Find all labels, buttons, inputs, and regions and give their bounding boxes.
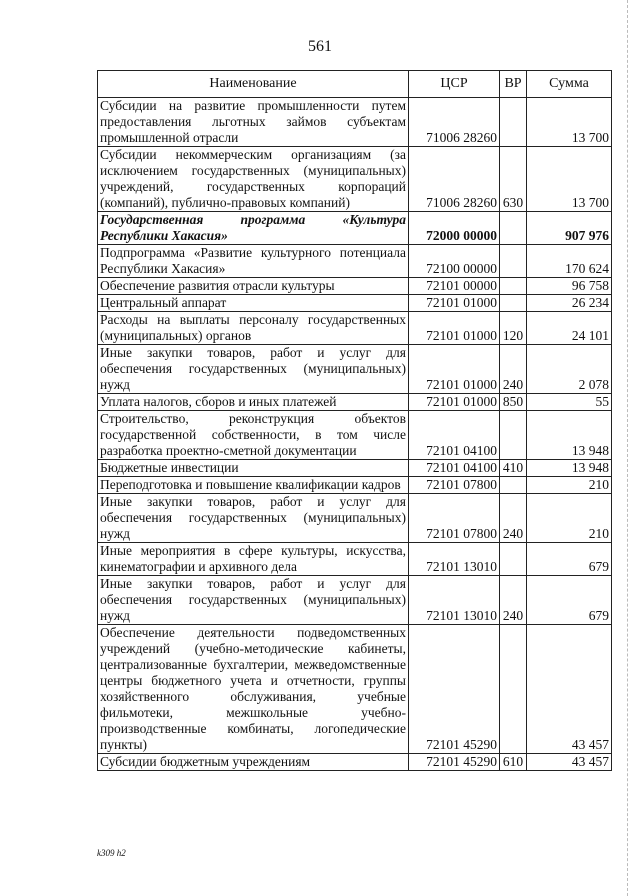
cell-csr: 72101 01000	[409, 345, 500, 394]
cell-sum: 13 948	[527, 411, 612, 460]
table-row	[98, 312, 612, 345]
cell-csr: 72101 13010	[409, 576, 500, 625]
table-row	[98, 147, 612, 212]
table-row	[98, 625, 612, 754]
column-header-sum: Сумма	[527, 71, 612, 98]
cell-sum: 210	[527, 477, 612, 494]
cell-vr	[500, 212, 527, 245]
cell-name: Бюджетные инвестиции	[98, 460, 409, 477]
table-row	[98, 212, 612, 245]
cell-name: Иные закупки товаров, работ и услуг для обеспечения государственных (муниципальных) нужд	[98, 494, 409, 543]
table-row	[98, 295, 612, 312]
table-header-row	[98, 71, 612, 98]
cell-csr: 72101 13010	[409, 543, 500, 576]
cell-sum: 170 624	[527, 245, 612, 278]
table-row	[98, 576, 612, 625]
cell-csr: 71006 28260	[409, 147, 500, 212]
table-row	[98, 477, 612, 494]
cell-sum: 26 234	[527, 295, 612, 312]
cell-name: Иные мероприятия в сфере культуры, искусства, кинематографии и архивного дела	[98, 543, 409, 576]
cell-vr	[500, 295, 527, 312]
page-edge-line	[626, 0, 628, 896]
cell-csr: 72101 01000	[409, 394, 500, 411]
cell-vr	[500, 411, 527, 460]
footer-code: k309 h2	[97, 848, 126, 858]
cell-vr: 120	[500, 312, 527, 345]
cell-vr	[500, 278, 527, 295]
table-row	[98, 460, 612, 477]
cell-sum: 43 457	[527, 754, 612, 771]
cell-csr: 72101 07800	[409, 477, 500, 494]
cell-vr: 240	[500, 345, 527, 394]
cell-name: Иные закупки товаров, работ и услуг для обеспечения государственных (муниципальных) нужд	[98, 576, 409, 625]
cell-csr: 72101 07800	[409, 494, 500, 543]
table-row	[98, 245, 612, 278]
cell-name: Строительство, реконструкция объектов государственной собственности, в том числе разработка проектно-сметной документации	[98, 411, 409, 460]
cell-csr: 72100 00000	[409, 245, 500, 278]
cell-vr: 410	[500, 460, 527, 477]
cell-sum: 13 700	[527, 98, 612, 147]
budget-table	[97, 70, 612, 771]
cell-csr: 72101 01000	[409, 295, 500, 312]
cell-vr	[500, 245, 527, 278]
cell-vr: 240	[500, 576, 527, 625]
cell-name: Государственная программа «Культура Республики Хакасия»	[98, 212, 409, 245]
table-row	[98, 394, 612, 411]
cell-name: Иные закупки товаров, работ и услуг для обеспечения государственных (муниципальных) нужд	[98, 345, 409, 394]
cell-vr: 610	[500, 754, 527, 771]
cell-sum: 679	[527, 576, 612, 625]
column-header-csr: ЦСР	[409, 71, 500, 98]
table-row	[98, 494, 612, 543]
cell-vr	[500, 477, 527, 494]
cell-name: Уплата налогов, сборов и иных платежей	[98, 394, 409, 411]
cell-sum: 13 948	[527, 460, 612, 477]
table-row	[98, 278, 612, 295]
cell-name: Подпрограмма «Развитие культурного потенциала Республики Хакасия»	[98, 245, 409, 278]
cell-sum: 210	[527, 494, 612, 543]
cell-name: Субсидии на развитие промышленности путем предоставления льготных займов субъектам промышленной отрасли	[98, 98, 409, 147]
cell-vr	[500, 543, 527, 576]
cell-vr: 240	[500, 494, 527, 543]
cell-vr: 850	[500, 394, 527, 411]
cell-csr: 72101 04100	[409, 411, 500, 460]
cell-vr: 630	[500, 147, 527, 212]
cell-sum: 907 976	[527, 212, 612, 245]
cell-sum: 43 457	[527, 625, 612, 754]
cell-csr: 71006 28260	[409, 98, 500, 147]
cell-csr: 72101 45290	[409, 625, 500, 754]
cell-csr: 72000 00000	[409, 212, 500, 245]
cell-name: Субсидии некоммерческим организациям (за исключением государственных (муниципальных) учреждений, государственных корпораций (компаний), публично-правовых компаний)	[98, 147, 409, 212]
cell-sum: 96 758	[527, 278, 612, 295]
cell-vr	[500, 625, 527, 754]
column-header-name: Наименование	[98, 71, 409, 98]
table-row	[98, 411, 612, 460]
table-body	[98, 98, 612, 771]
cell-name: Обеспечение развития отрасли культуры	[98, 278, 409, 295]
table-row	[98, 345, 612, 394]
cell-csr: 72101 04100	[409, 460, 500, 477]
cell-name: Расходы на выплаты персоналу государственных (муниципальных) органов	[98, 312, 409, 345]
cell-name: Переподготовка и повышение квалификации кадров	[98, 477, 409, 494]
cell-sum: 24 101	[527, 312, 612, 345]
cell-sum: 55	[527, 394, 612, 411]
table-row	[98, 754, 612, 771]
cell-name: Центральный аппарат	[98, 295, 409, 312]
cell-sum: 2 078	[527, 345, 612, 394]
cell-name: Субсидии бюджетным учреждениям	[98, 754, 409, 771]
page-number: 561	[308, 38, 332, 55]
table-row	[98, 543, 612, 576]
column-header-vr: ВР	[500, 71, 527, 98]
cell-vr	[500, 98, 527, 147]
cell-name: Обеспечение деятельности подведомственных учреждений (учебно-методические кабинеты, централизованные бухгалтерии, межведомственные центры бюджетного учета и отчетности, группы хозяйственного обслуживания, учебные фильмотеки, межшкольные учебно-производственные комбинаты, логопедические пункты)	[98, 625, 409, 754]
cell-sum: 13 700	[527, 147, 612, 212]
cell-csr: 72101 45290	[409, 754, 500, 771]
cell-sum: 679	[527, 543, 612, 576]
cell-csr: 72101 01000	[409, 312, 500, 345]
cell-csr: 72101 00000	[409, 278, 500, 295]
table-row	[98, 98, 612, 147]
